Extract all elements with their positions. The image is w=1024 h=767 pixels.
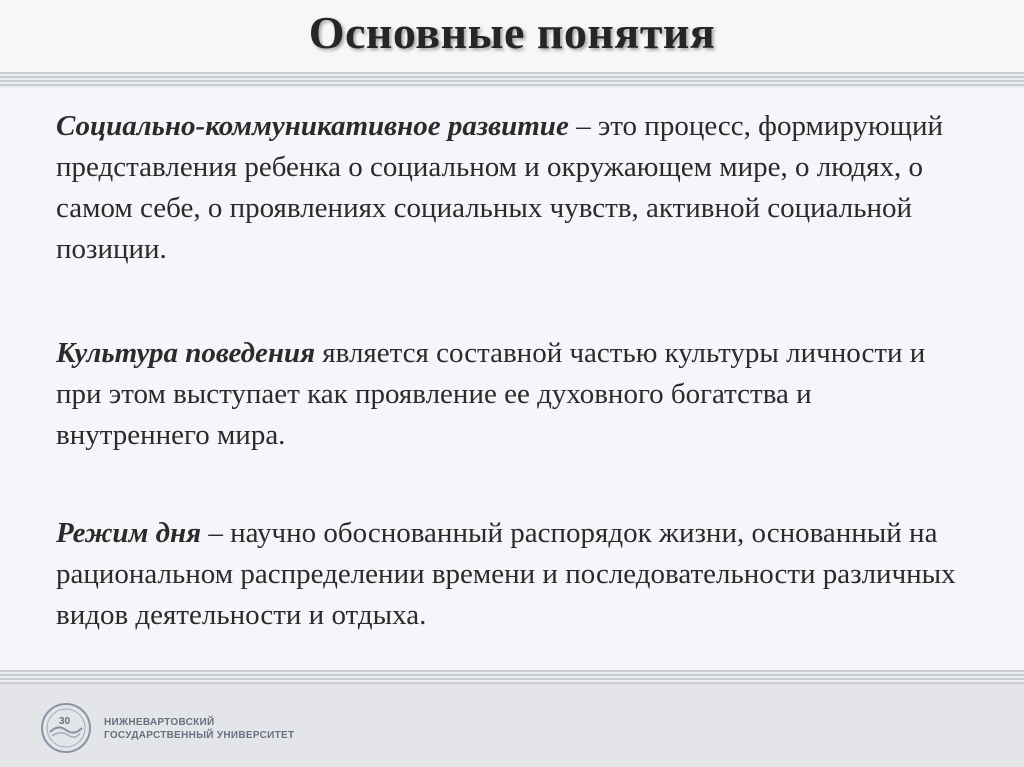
university-name-line1: НИЖНЕВАРТОВСКИЙ [104,717,215,728]
definition-daily-regime [56,513,956,636]
definition-text: является составной частью культуры личности и при этом выступает как проявление ее духовного богатства и внутреннего мира. [56,337,926,451]
definition-text: – это процесс, формирующий представления ребенка о социальном и окружающем мире, о людях, о самом себе, о проявлениях социальных чувств, активной социальной позиции. [56,110,944,265]
university-logo-icon [40,702,92,754]
logo-number: 30 [59,716,71,727]
definition-behavior-culture [56,333,956,456]
definition-term: Режим дня [56,517,202,549]
definition-term: Культура поведения [56,337,316,369]
university-name [104,716,294,742]
bottom-divider [0,670,1024,684]
definition-social-communicative [56,106,956,270]
definition-text: – научно обоснованный распорядок жизни, основанный на рациональном распределении времени и последовательности различных видов деятельности и отдыха. [56,517,956,631]
title-bar [0,0,1024,72]
slide-title: Основные понятия [308,7,716,58]
definition-term: Социально-коммуникативное развитие [56,110,569,142]
top-divider [0,72,1024,88]
university-name-line2: ГОСУДАРСТВЕННЫЙ УНИВЕРСИТЕТ [104,730,295,741]
